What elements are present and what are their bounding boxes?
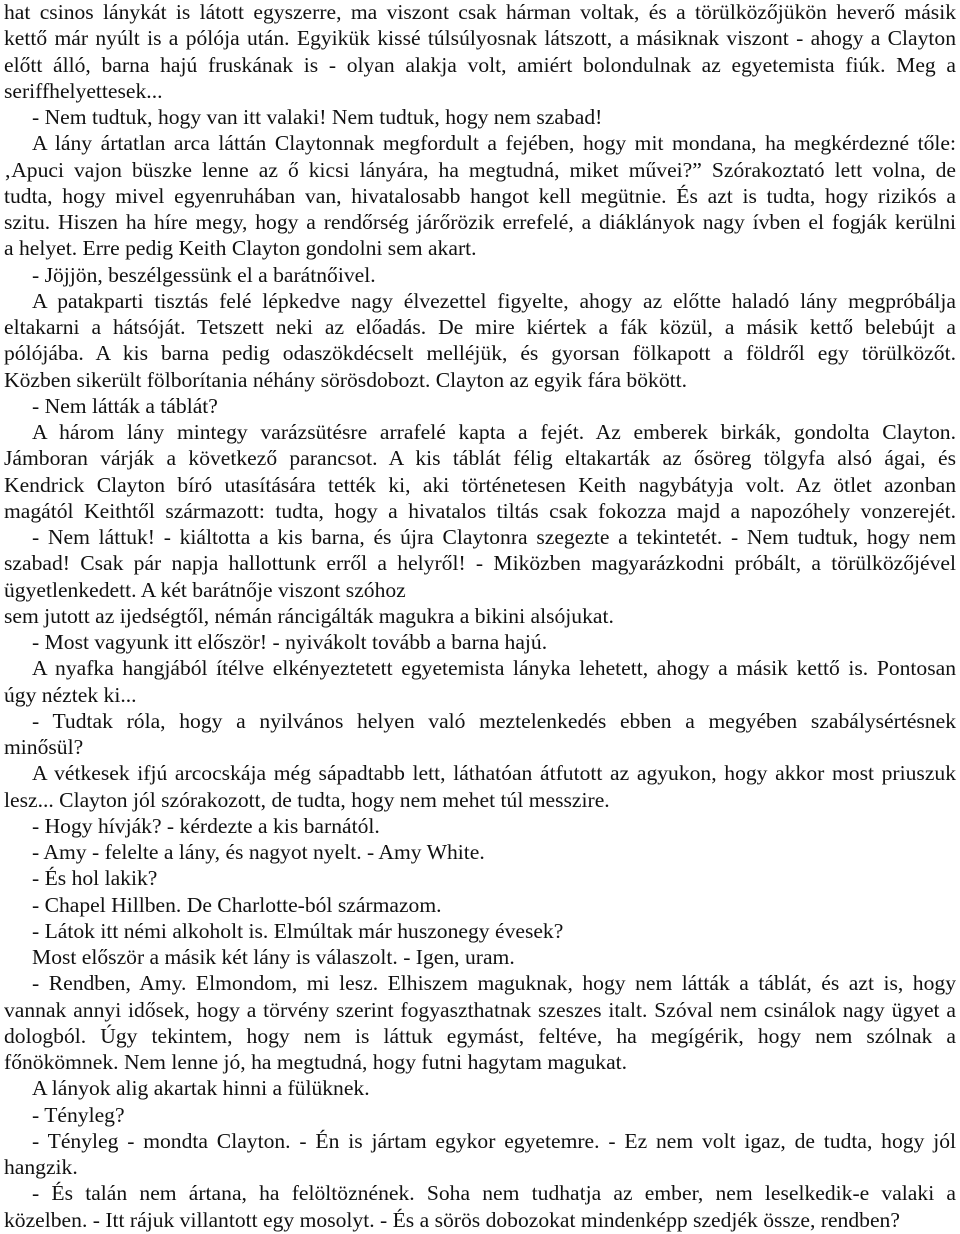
text-line: - Rendben, Amy. Elmondom, mi lesz. Elhiszem maguknak, hogy nem látták a táblát, és azt is, hogy (32, 971, 956, 996)
text-line: - Amy - felelte a lány, és nagyot nyelt. - Amy White. (32, 840, 485, 864)
paragraph (4, 1102, 956, 1128)
paragraph (4, 393, 956, 419)
paragraph (4, 708, 956, 761)
paragraph (4, 918, 956, 944)
paragraph (4, 865, 956, 891)
text-line: magától Keithtől származott: tudta, hogy a hivatalos tiltás csak fokozza majd a napozóhely vonzerejét. (4, 498, 956, 523)
text-line: ‚Apuci vajon büszke lenne az ő kicsi lányára, ha megtudná, miket művei?” Szórakoztató lett volna, de (4, 157, 956, 182)
paragraph (4, 1128, 956, 1181)
paragraph (4, 1075, 956, 1101)
paragraph (4, 524, 956, 629)
text-line: főnökömnek. Nem lenne jó, ha megtudná, hogy futni hagytam magukat. (4, 1050, 628, 1074)
paragraph (4, 970, 956, 1075)
text-line: - Tudtak róla, hogy a nyilvános helyen való meztelenkedés ebben a megyében szabálysértésnek (32, 708, 956, 733)
text-line: hat csinos lánykát is látott egyszerre, ma viszont csak hárman voltak, és a törülközőjükön heverő másik (4, 0, 956, 24)
text-line: - Látok itt némi alkoholt is. Elmúltak már huszonegy évesek? (32, 918, 564, 943)
text-line: Kendrick Clayton bíró utasítására tették ki, aki történetesen Keith nagybátyja volt. Az ötlet azonban (4, 472, 956, 497)
text-line: - Tényleg? (32, 1102, 125, 1127)
text-line: seriffhelyettesek... (4, 78, 163, 103)
text-line: - Tényleg - mondta Clayton. - Én is jártam egykor egyetemre. - Ez nem volt igaz, de tudta, hogy jól (32, 1128, 956, 1153)
text-line: tudta, hogy mivel egyenruhában van, hivatalosabb hangot kell megütnie. És azt is tudta, hogy rizikós a (4, 183, 956, 208)
paragraph (4, 0, 956, 104)
paragraph (4, 130, 956, 261)
paragraph (4, 655, 956, 708)
text-line: A nyafka hangjából ítélve elkényeztetett egyetemista lányka lehetett, ahogy a másik kettő is. Pontosan (32, 656, 956, 681)
page-body (4, 0, 956, 1233)
text-line: szitu. Hiszen ha híre megy, hogy a rendőrség járőrözik errefelé, a diáklányok nagy ívben el fogják kerülni (4, 210, 956, 234)
text-line: sem jutott az ijedségtől, némán ráncigálták magukra a bikini alsójukat. (4, 603, 614, 628)
text-line: A vétkesek ifjú arcocskája még sápadtabb lett, láthatóan átfutott az agyukon, hogy akkor most priuszuk (32, 761, 956, 786)
text-line: - Chapel Hillben. De Charlotte-ból származom. (32, 892, 442, 917)
paragraph (4, 1180, 956, 1233)
text-line: - Hogy hívják? - kérdezte a kis barnától. (32, 813, 380, 838)
text-line: A lányok alig akartak hinni a fülüknek. (32, 1076, 370, 1101)
text-line: eltakarni a hátsóját. Tetszett neki az előadás. De mire kiértek a fák közül, a másik kettő belebújt a (4, 315, 956, 339)
text-line: - És hol lakik? (32, 866, 158, 891)
text-line: - Jöjjön, beszélgessünk el a barátnőivel. (32, 262, 376, 287)
text-line: Közben sikerült fölborítania néhány sörösdobozt. Clayton az egyik fára bökött. (4, 367, 688, 392)
text-line: minősül? (4, 735, 84, 759)
paragraph (4, 839, 956, 865)
text-line: Most először a másik két lány is válaszolt. - Igen, uram. (32, 945, 515, 969)
text-line: - Most vagyunk itt először! - nyivákolt tovább a barna hajú. (32, 630, 548, 654)
text-line: A patakparti tisztás felé lépkedve nagy élvezettel figyelte, ahogy az előtte haladó lány megpróbálja (32, 288, 956, 313)
paragraph (4, 104, 956, 130)
text-line: lesz... Clayton jól szórakozott, de tudta, hogy nem mehet túl messzire. (4, 787, 610, 812)
text-line: közelben. - Itt rájuk villantott egy mosolyt. - És a sörös dobozokat mindenképp szedjék össze, rendben? (4, 1207, 900, 1232)
text-line: A három lány mintegy varázsütésre arrafelé kapta a fejét. Az emberek birkák, gondolta Clayton. (32, 420, 956, 444)
text-line: - Nem látták a táblát? (32, 393, 218, 418)
text-line: szabad! Csak pár napja hallottunk erről a helyről! - Miközben magyarázkodni próbált, a törülközőjével (4, 551, 956, 576)
text-line: A lány ártatlan arca láttán Claytonnak megfordult a fejében, hogy mit mondana, ha megkérdezné tőle: (32, 131, 956, 156)
paragraph (4, 288, 956, 393)
text-line: dologból. Úgy tekintem, hogy nem is láttuk egymást, feltéve, ha megígérik, hogy nem szólnak a (4, 1023, 956, 1048)
text-line: Jámboran várják a következő parancsot. A kis táblát félig eltakarták az ősöreg tölgyfa alsó ágai, és (4, 446, 956, 471)
text-line: úgy néztek ki... (4, 682, 137, 707)
text-line: kettő már nyúlt is a pólója után. Egyikük kissé túlsúlyosnak látszott, a másiknak viszont - ahogy a Clayton (4, 26, 956, 51)
text-line: vannak annyi idősek, hogy a törvény szerint fogyaszthatnak szeszes italt. Szóval nem csinálok nagy ügyet a (4, 997, 956, 1022)
paragraph (4, 944, 956, 970)
paragraph (4, 262, 956, 288)
text-line: - Nem láttuk! - kiáltotta a kis barna, és újra Claytonra szegezte a tekintetét. - Nem tudtuk, hogy nem (32, 525, 956, 549)
text-line: pólójába. A kis barna pedig odaszökdécselt melléjük, és gyorsan fölkapott a földről egy törülközőt. (4, 341, 956, 366)
paragraph (4, 813, 956, 839)
text-line: hangzik. (4, 1155, 78, 1179)
text-line: előtt álló, barna hajú fruskának is - olyan alakja volt, amiért bolondulnak az egyetemista fiúk. Meg a (4, 52, 956, 77)
text-line: a helyet. Erre pedig Keith Clayton gondolni sem akart. (4, 236, 477, 261)
paragraph (4, 892, 956, 918)
text-line: - És talán nem ártana, ha felöltöznének. Soha nem tudhatja az ember, nem leselkedik-e valaki a (32, 1181, 956, 1206)
paragraph (4, 629, 956, 655)
text-line: - Nem tudtuk, hogy van itt valaki! Nem tudtuk, hogy nem szabad! (32, 105, 603, 129)
text-line: ügyetlenkedett. A két barátnője viszont szóhoz (4, 577, 406, 602)
paragraph (4, 760, 956, 813)
paragraph (4, 419, 956, 524)
